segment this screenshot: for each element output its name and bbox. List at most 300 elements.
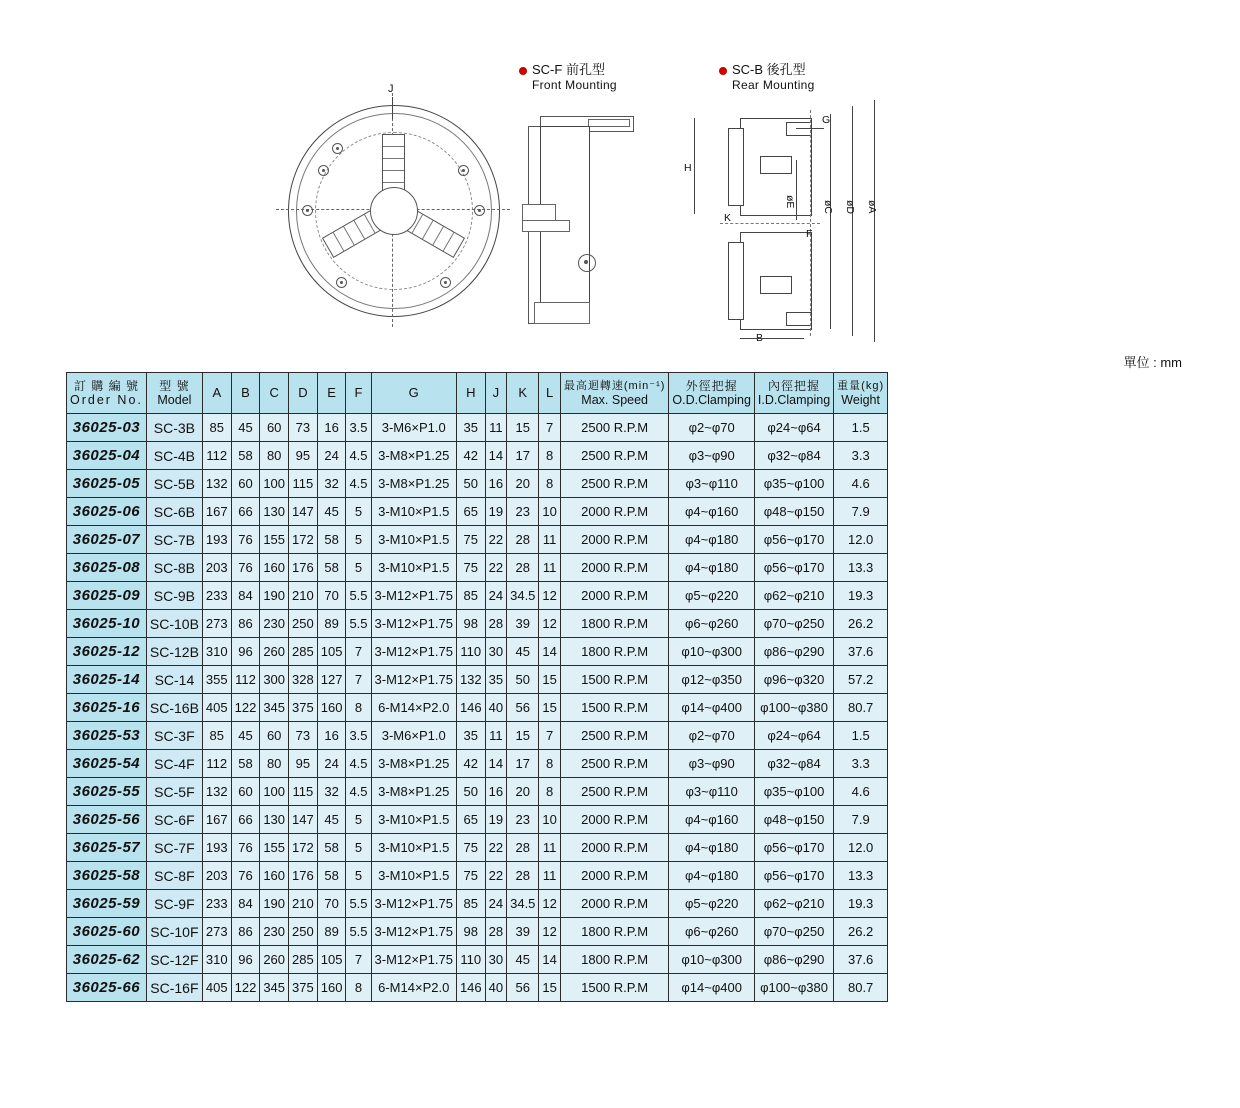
cell-f: 5.5 (346, 890, 371, 918)
cell-max-speed: 2000 R.P.M (560, 498, 669, 526)
cell-b: 84 (231, 890, 260, 918)
cell-h: 146 (456, 974, 485, 1002)
cell-od-clamping: φ10~φ300 (669, 946, 755, 974)
table-row (67, 442, 888, 470)
cell-model: SC-9B (146, 582, 202, 610)
cell-max-speed: 2000 R.P.M (560, 862, 669, 890)
cell-max-speed: 1500 R.P.M (560, 666, 669, 694)
cell-g: 3-M12×P1.75 (371, 918, 456, 946)
cell-k: 17 (507, 442, 539, 470)
specification-table (66, 372, 888, 1002)
cell-j: 14 (485, 750, 506, 778)
cell-l: 12 (539, 918, 560, 946)
header-id-clamping (754, 373, 833, 414)
cell-c: 80 (260, 442, 289, 470)
cell-g: 3-M10×P1.5 (371, 806, 456, 834)
header-speed-en: Max. Speed (581, 393, 649, 407)
cell-c: 230 (260, 918, 289, 946)
cell-l: 8 (539, 750, 560, 778)
cell-a: 405 (202, 694, 231, 722)
cell-c: 190 (260, 890, 289, 918)
cell-max-speed: 1800 R.P.M (560, 918, 669, 946)
table-row (67, 806, 888, 834)
cell-b: 58 (231, 442, 260, 470)
header-d: D (289, 373, 318, 414)
cell-d: 115 (289, 778, 318, 806)
cell-id-clamping: φ70~φ250 (754, 918, 833, 946)
cell-l: 11 (539, 554, 560, 582)
cell-c: 130 (260, 498, 289, 526)
cell-model: SC-10F (146, 918, 202, 946)
header-max-speed (560, 373, 669, 414)
cell-e: 16 (317, 722, 346, 750)
cell-b: 45 (231, 722, 260, 750)
cell-d: 375 (289, 974, 318, 1002)
cell-a: 233 (202, 890, 231, 918)
cell-j: 35 (485, 666, 506, 694)
cell-k: 15 (507, 414, 539, 442)
cell-order-no: 36025-10 (67, 610, 147, 638)
cell-h: 75 (456, 834, 485, 862)
sideB-upper-jaw (728, 128, 744, 206)
cell-k: 23 (507, 806, 539, 834)
cell-l: 11 (539, 834, 560, 862)
cell-d: 176 (289, 862, 318, 890)
cell-h: 35 (456, 414, 485, 442)
chuck-pinion-5 (336, 277, 347, 288)
cell-id-clamping: φ86~φ290 (754, 638, 833, 666)
cell-order-no: 36025-12 (67, 638, 147, 666)
cell-a: 310 (202, 946, 231, 974)
cell-h: 98 (456, 918, 485, 946)
cell-h: 65 (456, 498, 485, 526)
cell-max-speed: 2500 R.P.M (560, 470, 669, 498)
sideF-step-3 (534, 302, 590, 324)
cell-k: 45 (507, 946, 539, 974)
cell-j: 24 (485, 582, 506, 610)
cell-l: 15 (539, 666, 560, 694)
cell-l: 12 (539, 610, 560, 638)
cell-weight: 4.6 (834, 470, 888, 498)
cell-e: 89 (317, 918, 346, 946)
cell-c: 60 (260, 414, 289, 442)
bullet-dot-icon (719, 67, 727, 75)
cell-id-clamping: φ24~φ64 (754, 722, 833, 750)
header-id-cn: 內徑把握 (768, 379, 821, 393)
rear-mounting-section-view (684, 100, 940, 345)
header-weight (834, 373, 888, 414)
cell-a: 85 (202, 414, 231, 442)
cell-e: 70 (317, 582, 346, 610)
header-g: G (371, 373, 456, 414)
cell-j: 28 (485, 918, 506, 946)
cell-order-no: 36025-06 (67, 498, 147, 526)
cell-id-clamping: φ100~φ380 (754, 974, 833, 1002)
cell-b: 96 (231, 946, 260, 974)
cell-e: 24 (317, 442, 346, 470)
cell-c: 155 (260, 526, 289, 554)
cell-id-clamping: φ62~φ210 (754, 890, 833, 918)
chuck-pinion-7 (332, 143, 343, 154)
cell-weight: 80.7 (834, 694, 888, 722)
cell-d: 95 (289, 750, 318, 778)
header-h: H (456, 373, 485, 414)
cell-f: 4.5 (346, 470, 371, 498)
chuck-pinion-4 (474, 205, 485, 216)
cell-weight: 19.3 (834, 582, 888, 610)
header-e: E (317, 373, 346, 414)
cell-g: 3-M6×P1.0 (371, 414, 456, 442)
sideF-spindle-nib (588, 119, 630, 127)
cell-l: 8 (539, 470, 560, 498)
cell-id-clamping: φ96~φ320 (754, 666, 833, 694)
table-row (67, 638, 888, 666)
cell-f: 5.5 (346, 582, 371, 610)
cell-k: 34.5 (507, 582, 539, 610)
cell-h: 110 (456, 638, 485, 666)
cell-od-clamping: φ4~φ160 (669, 806, 755, 834)
cell-max-speed: 1500 R.P.M (560, 974, 669, 1002)
dimension-label-d: øD (844, 200, 856, 214)
cell-k: 28 (507, 526, 539, 554)
cell-id-clamping: φ62~φ210 (754, 582, 833, 610)
cell-od-clamping: φ4~φ180 (669, 834, 755, 862)
cell-f: 5.5 (346, 918, 371, 946)
cell-model: SC-9F (146, 890, 202, 918)
table-row (67, 610, 888, 638)
cell-h: 42 (456, 750, 485, 778)
table-row (67, 666, 888, 694)
cell-d: 375 (289, 694, 318, 722)
cell-f: 8 (346, 974, 371, 1002)
cell-weight: 7.9 (834, 806, 888, 834)
cell-a: 203 (202, 554, 231, 582)
cell-a: 85 (202, 722, 231, 750)
cell-f: 4.5 (346, 442, 371, 470)
cell-a: 132 (202, 470, 231, 498)
cell-b: 86 (231, 610, 260, 638)
cell-c: 130 (260, 806, 289, 834)
cell-d: 176 (289, 554, 318, 582)
cell-max-speed: 1500 R.P.M (560, 694, 669, 722)
cell-b: 76 (231, 554, 260, 582)
cell-c: 260 (260, 638, 289, 666)
technical-drawing (0, 0, 1240, 350)
cell-a: 112 (202, 750, 231, 778)
header-order-cn: 訂 購 編 號 (73, 379, 139, 393)
cell-l: 12 (539, 582, 560, 610)
cell-j: 11 (485, 414, 506, 442)
cell-h: 75 (456, 862, 485, 890)
cell-k: 28 (507, 554, 539, 582)
cell-h: 85 (456, 890, 485, 918)
cell-id-clamping: φ48~φ150 (754, 806, 833, 834)
sideB-screw-bottom (786, 312, 812, 326)
cell-a: 405 (202, 974, 231, 1002)
sideF-step-2 (522, 220, 570, 232)
bullet-dot-icon (519, 67, 527, 75)
cell-d: 285 (289, 946, 318, 974)
cell-k: 39 (507, 918, 539, 946)
cell-j: 22 (485, 526, 506, 554)
dim-line-c (830, 114, 831, 329)
sideB-centerline (720, 223, 820, 224)
cell-g: 3-M8×P1.25 (371, 778, 456, 806)
cell-h: 35 (456, 722, 485, 750)
header-a: A (202, 373, 231, 414)
cell-k: 39 (507, 610, 539, 638)
table-row (67, 750, 888, 778)
cell-max-speed: 2000 R.P.M (560, 554, 669, 582)
cell-weight: 13.3 (834, 554, 888, 582)
cell-b: 58 (231, 750, 260, 778)
cell-e: 89 (317, 610, 346, 638)
table-row (67, 722, 888, 750)
cell-c: 80 (260, 750, 289, 778)
cell-l: 8 (539, 442, 560, 470)
cell-f: 8 (346, 694, 371, 722)
cell-f: 5 (346, 806, 371, 834)
sideF-bolt-circle (578, 254, 596, 272)
cell-j: 11 (485, 722, 506, 750)
cell-weight: 19.3 (834, 890, 888, 918)
cell-od-clamping: φ14~φ400 (669, 694, 755, 722)
cell-max-speed: 2000 R.P.M (560, 890, 669, 918)
table-row (67, 862, 888, 890)
cell-f: 5 (346, 526, 371, 554)
table-row (67, 890, 888, 918)
table-row (67, 946, 888, 974)
cell-a: 193 (202, 834, 231, 862)
cell-h: 42 (456, 442, 485, 470)
cell-g: 3-M8×P1.25 (371, 750, 456, 778)
cell-f: 5 (346, 554, 371, 582)
cell-id-clamping: φ86~φ290 (754, 946, 833, 974)
cell-b: 66 (231, 498, 260, 526)
cell-e: 127 (317, 666, 346, 694)
cell-j: 14 (485, 442, 506, 470)
cell-h: 98 (456, 610, 485, 638)
cell-d: 73 (289, 722, 318, 750)
cell-l: 11 (539, 862, 560, 890)
cell-od-clamping: φ4~φ180 (669, 526, 755, 554)
cell-b: 76 (231, 862, 260, 890)
sideB-pinion-bottom (760, 276, 792, 294)
header-weight-cn: 重量(kg) (837, 380, 885, 392)
header-speed-cn: 最高迴轉速(min⁻¹) (563, 380, 666, 392)
header-f: F (346, 373, 371, 414)
cell-b: 84 (231, 582, 260, 610)
cell-e: 58 (317, 862, 346, 890)
cell-h: 50 (456, 778, 485, 806)
cell-od-clamping: φ3~φ110 (669, 778, 755, 806)
legend-front-en: Front Mounting (532, 78, 617, 92)
cell-model: SC-14 (146, 666, 202, 694)
cell-b: 86 (231, 918, 260, 946)
cell-c: 345 (260, 694, 289, 722)
table-row (67, 694, 888, 722)
cell-model: SC-5B (146, 470, 202, 498)
cell-d: 250 (289, 610, 318, 638)
cell-e: 32 (317, 470, 346, 498)
cell-model: SC-16F (146, 974, 202, 1002)
chuck-front-view (288, 83, 500, 317)
cell-d: 285 (289, 638, 318, 666)
cell-j: 40 (485, 974, 506, 1002)
table-row (67, 498, 888, 526)
cell-l: 14 (539, 638, 560, 666)
cell-f: 5 (346, 498, 371, 526)
cell-max-speed: 2000 R.P.M (560, 834, 669, 862)
cell-c: 260 (260, 946, 289, 974)
cell-l: 10 (539, 498, 560, 526)
cell-e: 105 (317, 946, 346, 974)
cell-g: 6-M14×P2.0 (371, 694, 456, 722)
cell-model: SC-4F (146, 750, 202, 778)
cell-model: SC-8B (146, 554, 202, 582)
dimension-label-f: F (806, 228, 813, 240)
cell-weight: 37.6 (834, 946, 888, 974)
cell-l: 7 (539, 414, 560, 442)
cell-weight: 57.2 (834, 666, 888, 694)
cell-id-clamping: φ56~φ170 (754, 554, 833, 582)
cell-j: 16 (485, 778, 506, 806)
cell-model: SC-12F (146, 946, 202, 974)
sideB-screw-top (786, 122, 812, 136)
cell-d: 172 (289, 834, 318, 862)
header-order-en: Order No. (70, 393, 143, 407)
cell-k: 45 (507, 638, 539, 666)
cell-d: 250 (289, 918, 318, 946)
chuck-pinion-3 (302, 205, 313, 216)
header-b: B (231, 373, 260, 414)
header-weight-en: Weight (841, 393, 880, 407)
sideB-pinion-top (760, 156, 792, 174)
table-header-row (67, 373, 888, 414)
cell-k: 23 (507, 498, 539, 526)
table-row (67, 918, 888, 946)
cell-e: 160 (317, 694, 346, 722)
dim-line-a (874, 100, 875, 342)
cell-b: 122 (231, 974, 260, 1002)
cell-c: 190 (260, 582, 289, 610)
cell-max-speed: 2500 R.P.M (560, 414, 669, 442)
header-l: L (539, 373, 560, 414)
cell-b: 76 (231, 834, 260, 862)
cell-g: 3-M12×P1.75 (371, 638, 456, 666)
cell-k: 34.5 (507, 890, 539, 918)
chuck-hub (370, 187, 418, 235)
cell-id-clamping: φ56~φ170 (754, 834, 833, 862)
table-row (67, 778, 888, 806)
cell-od-clamping: φ5~φ220 (669, 582, 755, 610)
cell-f: 7 (346, 638, 371, 666)
cell-j: 40 (485, 694, 506, 722)
cell-b: 96 (231, 638, 260, 666)
cell-l: 15 (539, 974, 560, 1002)
cell-g: 3-M12×P1.75 (371, 946, 456, 974)
cell-e: 45 (317, 498, 346, 526)
cell-e: 58 (317, 834, 346, 862)
cell-h: 50 (456, 470, 485, 498)
cell-max-speed: 2000 R.P.M (560, 526, 669, 554)
cell-id-clamping: φ48~φ150 (754, 498, 833, 526)
cell-order-no: 36025-14 (67, 666, 147, 694)
cell-j: 24 (485, 890, 506, 918)
cell-model: SC-10B (146, 610, 202, 638)
cell-b: 76 (231, 526, 260, 554)
table-row (67, 974, 888, 1002)
header-od-en: O.D.Clamping (672, 393, 751, 407)
cell-id-clamping: φ32~φ84 (754, 750, 833, 778)
dim-line-d (852, 106, 853, 336)
table-row (67, 834, 888, 862)
cell-g: 3-M10×P1.5 (371, 862, 456, 890)
chuck-pinion-6 (440, 277, 451, 288)
cell-weight: 26.2 (834, 918, 888, 946)
legend-rear-mounting (719, 62, 815, 93)
cell-od-clamping: φ12~φ350 (669, 666, 755, 694)
cell-order-no: 36025-08 (67, 554, 147, 582)
cell-max-speed: 2000 R.P.M (560, 582, 669, 610)
cell-order-no: 36025-53 (67, 722, 147, 750)
cell-k: 15 (507, 722, 539, 750)
cell-g: 3-M10×P1.5 (371, 498, 456, 526)
cell-max-speed: 2000 R.P.M (560, 806, 669, 834)
legend-rear-cn: SC-B 後孔型 (732, 62, 806, 77)
cell-b: 60 (231, 470, 260, 498)
cell-weight: 4.6 (834, 778, 888, 806)
cell-f: 7 (346, 666, 371, 694)
cell-c: 300 (260, 666, 289, 694)
cell-weight: 3.3 (834, 442, 888, 470)
cell-b: 122 (231, 694, 260, 722)
table-row (67, 554, 888, 582)
cell-model: SC-6B (146, 498, 202, 526)
cell-weight: 1.5 (834, 414, 888, 442)
cell-id-clamping: φ35~φ100 (754, 470, 833, 498)
cell-k: 28 (507, 834, 539, 862)
cell-weight: 1.5 (834, 722, 888, 750)
cell-l: 14 (539, 946, 560, 974)
header-od-cn: 外徑把握 (685, 379, 738, 393)
chuck-pinion-1 (318, 165, 329, 176)
cell-c: 345 (260, 974, 289, 1002)
cell-max-speed: 2500 R.P.M (560, 722, 669, 750)
cell-f: 5 (346, 834, 371, 862)
cell-od-clamping: φ6~φ260 (669, 610, 755, 638)
cell-e: 24 (317, 750, 346, 778)
cell-model: SC-6F (146, 806, 202, 834)
cell-k: 28 (507, 862, 539, 890)
cell-g: 3-M8×P1.25 (371, 470, 456, 498)
dim-line-b (740, 338, 804, 339)
cell-h: 85 (456, 582, 485, 610)
cell-g: 3-M8×P1.25 (371, 442, 456, 470)
cell-id-clamping: φ24~φ64 (754, 414, 833, 442)
cell-max-speed: 2500 R.P.M (560, 750, 669, 778)
cell-weight: 13.3 (834, 862, 888, 890)
cell-order-no: 36025-54 (67, 750, 147, 778)
cell-g: 3-M6×P1.0 (371, 722, 456, 750)
table-row (67, 582, 888, 610)
cell-d: 147 (289, 806, 318, 834)
cell-id-clamping: φ56~φ170 (754, 862, 833, 890)
cell-max-speed: 2500 R.P.M (560, 778, 669, 806)
cell-d: 73 (289, 414, 318, 442)
cell-e: 32 (317, 778, 346, 806)
cell-a: 167 (202, 498, 231, 526)
